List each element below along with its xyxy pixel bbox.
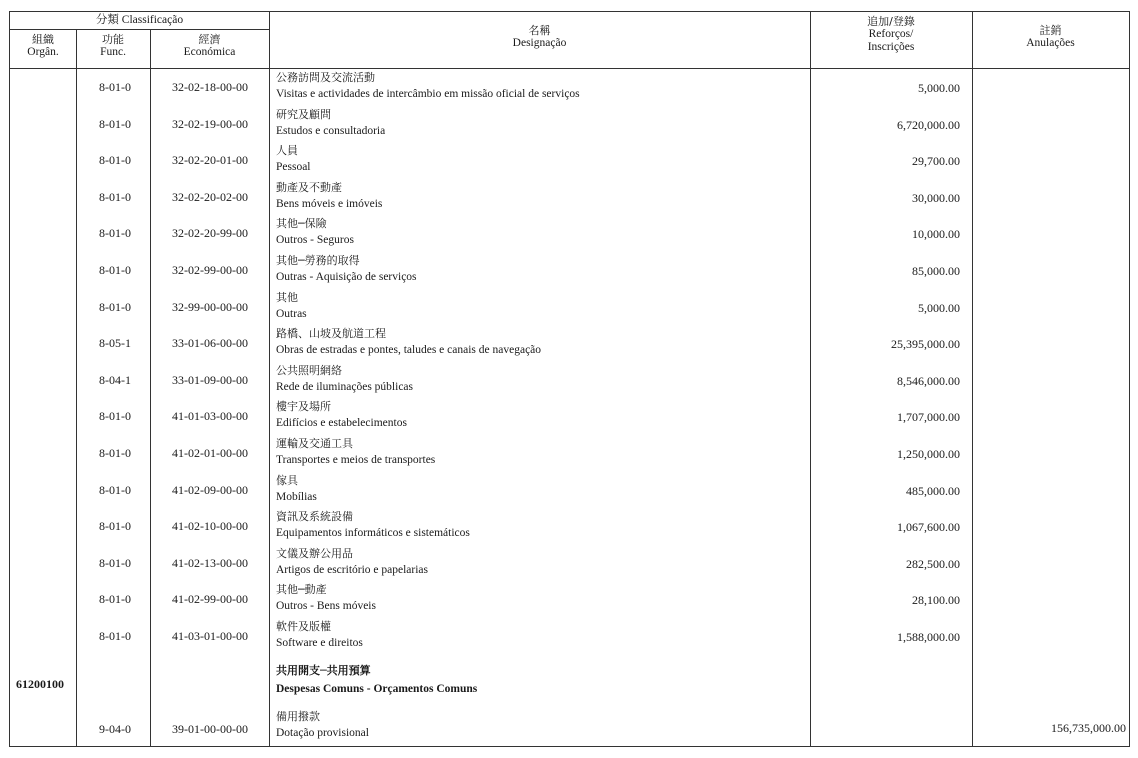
- row-designation: [276, 436, 806, 469]
- func-heading: [76, 33, 150, 59]
- table-row: [10, 509, 1129, 545]
- econ-code: 41-02-01-00-00: [172, 446, 248, 460]
- annulment-amount: 156,735,000.00: [1051, 721, 1126, 735]
- econ-code: 41-02-10-00-00: [172, 519, 248, 534]
- reinforcements-label-zh: 追加/登錄: [867, 15, 915, 28]
- func-code: 8-01-0: [99, 629, 131, 643]
- econ-label-zh: 經濟: [198, 33, 221, 46]
- reinforcements-heading: [810, 15, 972, 54]
- func-code: 8-01-0: [99, 519, 131, 534]
- table-header: [10, 12, 1129, 69]
- designation-zh: 其他─保險: [276, 217, 327, 231]
- row-designation: [276, 363, 806, 396]
- econ-code: 32-02-19-00-00: [172, 116, 248, 131]
- designation-zh: 其他: [276, 290, 298, 304]
- section-row: [10, 656, 1129, 704]
- classification-label: 分類 Classificação: [95, 14, 184, 26]
- table-row: [10, 709, 1129, 745]
- reinforcement-amount: 30,000.00: [912, 190, 960, 205]
- designation-pt: Obras de estradas e pontes, taludes e canais de navegação: [276, 344, 542, 357]
- reinforcement-amount: 1,250,000.00: [897, 447, 960, 461]
- econ-code: 32-02-20-99-00: [172, 226, 248, 241]
- func-label-zh: 功能: [102, 33, 124, 46]
- designation-pt: Pessoal: [276, 161, 311, 174]
- row-designation: [276, 107, 806, 140]
- table-row: [10, 582, 1129, 618]
- table-row: [10, 619, 1129, 655]
- econ-label-pt: Económica: [183, 46, 236, 58]
- budget-table: [9, 11, 1130, 747]
- row-designation: [276, 70, 806, 103]
- reinforcement-amount: 5,000.00: [918, 81, 960, 95]
- reinforcement-amount: 1,588,000.00: [897, 630, 960, 644]
- designation-pt: Outros - Seguros: [276, 234, 354, 247]
- row-designation: [276, 180, 806, 213]
- designation-pt: Visitas e actividades de intercâmbio em missão oficial de serviços: [276, 88, 580, 100]
- row-designation: [276, 619, 806, 652]
- row-designation: [276, 582, 806, 615]
- func-label-pt: Func.: [100, 46, 126, 58]
- table-row: [10, 253, 1129, 289]
- header-subdivider: [10, 29, 269, 30]
- econ-code: 41-03-01-00-00: [172, 629, 248, 643]
- econ-code: 41-02-99-00-00: [172, 592, 248, 607]
- reinforcements-label-pt1: Reforços/: [868, 28, 914, 40]
- reinforcement-amount: 85,000.00: [912, 264, 960, 278]
- designation-zh: 樓宇及場所: [276, 400, 331, 414]
- designation-zh: 運輸及交通工具: [276, 437, 353, 450]
- econ-code: 39-01-00-00-00: [172, 722, 248, 736]
- func-code: 8-01-0: [99, 299, 131, 314]
- econ-heading: [150, 33, 269, 59]
- table-row: [10, 290, 1129, 326]
- designation-zh: 人員: [276, 144, 298, 158]
- func-code: 8-01-0: [99, 409, 131, 424]
- designation-zh: 研究及顧問: [276, 107, 331, 121]
- econ-code: 41-02-09-00-00: [172, 482, 248, 497]
- reinforcement-amount: 485,000.00: [906, 483, 960, 498]
- reinforcement-amount: 5,000.00: [918, 300, 960, 315]
- func-code: 8-01-0: [99, 592, 131, 607]
- table-row: [10, 363, 1129, 399]
- reinforcement-amount: 29,700.00: [912, 154, 960, 169]
- reinforcement-amount: 10,000.00: [912, 227, 960, 242]
- func-code: 8-01-0: [99, 189, 131, 204]
- organ-label-zh: 組織: [32, 33, 54, 46]
- reinforcement-amount: 282,500.00: [906, 556, 960, 571]
- econ-code: 32-02-20-02-00: [172, 189, 248, 204]
- econ-code: 32-99-00-00-00: [172, 299, 248, 314]
- econ-code: 32-02-99-00-00: [172, 263, 248, 277]
- table-row: [10, 143, 1129, 179]
- row-designation: [276, 290, 806, 323]
- designation-zh: 路橋、山坡及航道工程: [276, 327, 386, 341]
- func-code: 8-01-0: [99, 116, 131, 131]
- reinforcement-amount: 1,707,000.00: [897, 410, 960, 425]
- designation-pt: Bens móveis e imóveis: [276, 197, 383, 210]
- econ-code: 33-01-06-00-00: [172, 336, 248, 351]
- designation-zh: 公務訪問及交流活動: [276, 71, 375, 84]
- designation-pt: Transportes e meios de transportes: [276, 454, 436, 466]
- designation-label-zh: 名稱: [528, 24, 551, 37]
- designation-pt: Outros - Bens móveis: [276, 600, 376, 613]
- row-designation: [276, 143, 806, 176]
- reinforcement-amount: 1,067,600.00: [897, 520, 960, 535]
- table-row: [10, 399, 1129, 435]
- row-designation: [276, 216, 806, 249]
- designation-pt: Mobílias: [276, 490, 317, 503]
- designation-zh: 資訊及系統設備: [276, 510, 353, 524]
- row-designation: [276, 326, 806, 359]
- designation-zh: 軟件及版權: [276, 620, 331, 633]
- table-row: [10, 546, 1129, 582]
- designation-pt: Edifícios e estabelecimentos: [276, 417, 407, 430]
- organ-label-pt: Orgân.: [27, 46, 59, 58]
- table-row: [10, 107, 1129, 143]
- designation-pt: Software e direitos: [276, 637, 363, 649]
- reinforcements-label-pt2: Inscrições: [867, 41, 915, 53]
- row-designation: [276, 509, 806, 542]
- econ-code: 32-02-20-01-00: [172, 153, 248, 168]
- reinforcement-amount: 8,546,000.00: [897, 373, 960, 388]
- section-title-pt: Despesas Comuns - Orçamentos Comuns: [276, 683, 478, 695]
- econ-code: 41-02-13-00-00: [172, 555, 248, 570]
- designation-pt: Artigos de escritório e papelarias: [276, 563, 428, 576]
- designation-heading: [269, 24, 810, 50]
- designation-zh: 公共照明網絡: [276, 363, 342, 377]
- table-row: [10, 326, 1129, 362]
- designation-zh: 其他─勞務的取得: [276, 254, 360, 267]
- organ-heading: [10, 33, 76, 59]
- row-designation: [276, 709, 806, 742]
- func-code: 8-01-0: [99, 80, 131, 94]
- func-code: 8-01-0: [99, 153, 131, 168]
- func-code: 8-01-0: [99, 482, 131, 497]
- table-row: [10, 436, 1129, 472]
- table-row: [10, 473, 1129, 509]
- reinforcement-amount: 28,100.00: [912, 593, 960, 608]
- func-code: 8-05-1: [99, 336, 131, 351]
- row-designation: [276, 253, 806, 286]
- designation-zh: 文儀及辦公用品: [276, 546, 353, 560]
- econ-code: 32-02-18-00-00: [172, 80, 248, 94]
- func-code: 9-04-0: [99, 722, 131, 736]
- designation-zh: 傢具: [276, 473, 298, 487]
- econ-code: 41-01-03-00-00: [172, 409, 248, 424]
- designation-pt: Dotação provisional: [276, 727, 369, 739]
- annulments-heading: [972, 24, 1129, 50]
- classification-heading: [10, 14, 269, 27]
- designation-pt: Outras - Aquisição de serviços: [276, 271, 417, 283]
- designation-pt: Outras: [276, 307, 307, 320]
- designation-zh: 其他─動產: [276, 583, 327, 597]
- table-row: [10, 180, 1129, 216]
- annulments-label-zh: 註銷: [1039, 24, 1062, 37]
- designation-pt: Rede de iluminações públicas: [276, 380, 414, 393]
- func-code: 8-01-0: [99, 555, 131, 570]
- row-designation: [276, 473, 806, 506]
- annulments-label-pt: Anulações: [1026, 37, 1075, 49]
- func-code: 8-04-1: [99, 372, 131, 387]
- designation-pt: Equipamentos informáticos e sistemáticos: [276, 527, 470, 540]
- func-code: 8-01-0: [99, 226, 131, 241]
- designation-zh: 動產及不動產: [276, 180, 342, 194]
- designation-zh: 備用撥款: [276, 710, 320, 723]
- table-row: [10, 216, 1129, 252]
- section-title-zh: 共用開支─共用預算: [276, 664, 371, 677]
- table-row: [10, 70, 1129, 106]
- reinforcement-amount: 6,720,000.00: [897, 117, 960, 132]
- row-designation: [276, 546, 806, 579]
- designation-label-pt: Designação: [512, 37, 567, 49]
- organ-code: 61200100: [16, 677, 64, 691]
- section-designation: [276, 663, 806, 698]
- designation-pt: Estudos e consultadoria: [276, 124, 386, 137]
- econ-code: 33-01-09-00-00: [172, 372, 248, 387]
- row-designation: [276, 399, 806, 432]
- reinforcement-amount: 25,395,000.00: [891, 337, 960, 352]
- func-code: 8-01-0: [99, 446, 131, 460]
- func-code: 8-01-0: [99, 263, 131, 277]
